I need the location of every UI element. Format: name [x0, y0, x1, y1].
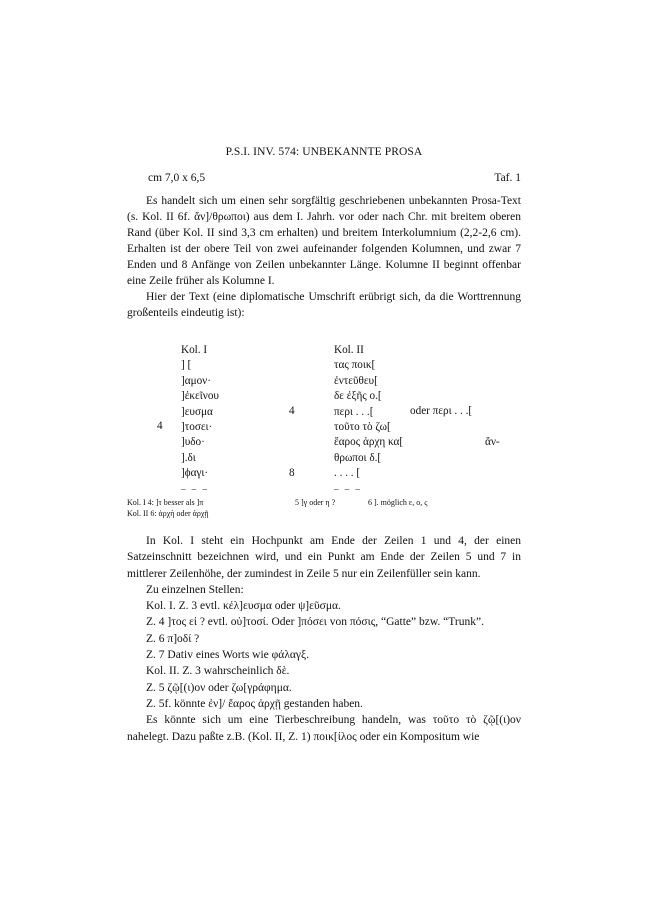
column-1-line: ]ευσμα	[181, 405, 213, 418]
apparatus-note: 6 ]. möglich ε, ο, ς	[368, 498, 428, 507]
intro-paragraph-2: Hier der Text (eine diplomatische Umschrift erübrigt sich, da die Worttrennung großenteils eindeutig ist):	[127, 291, 521, 319]
page-title: P.S.I. INV. 574: UNBEKANNTE PROSA	[225, 146, 423, 158]
commentary	[127, 533, 521, 745]
intro-text	[127, 193, 521, 321]
commentary-note: Z. 5 ζῷ[(ι)ον oder ζω[γράφημα.	[146, 681, 292, 694]
column-1-line: ]ἐκεῖνου	[181, 390, 219, 403]
commentary-note: Z. 7 Dativ eines Worts wie φάλαγξ.	[146, 649, 310, 662]
column-2	[334, 343, 403, 497]
commentary-paragraph: Es könnte sich um eine Tierbeschreibung handeln, was τοῦτο τὸ ζῷ[(ι)ον nahelegt. Dazu paßte z.B. (Kol. II, Z. 1) ποικ[ίλος oder ein Kompositum wie	[127, 714, 521, 743]
plate-reference: Taf. 1	[494, 172, 521, 184]
line-end-hyphen: ἄν-	[485, 436, 500, 448]
column-1-title: Kol. I	[181, 344, 208, 356]
apparatus-note: 5 ]γ oder η ?	[295, 498, 336, 507]
column-2-line-number: 8	[289, 467, 295, 479]
commentary-note: Kol. I. Z. 3 evtl. κέλ]ευσμα oder ψ]εῦσμα.	[146, 600, 341, 613]
papyrus-meta	[148, 172, 521, 184]
column-2-line: τας ποικ[	[334, 359, 376, 372]
commentary-note: Z. 6 π]οδί ?	[146, 632, 200, 645]
commentary-paragraph: In Kol. I steht ein Hochpunkt am Ende der Zeilen 1 und 4, der einen Satzeinschnitt bezeichnen wird, und ein Punkt am Ende der Zeilen 5 und 7 in mittlerer Zeilenhöhe, der zumindest in Zeile 5 nur ein Zeilenfüller sein kann.	[127, 535, 521, 580]
column-1-line-number: 4	[157, 420, 163, 432]
commentary-note: Kol. II. Z. 3 wahrscheinlich δὲ.	[146, 665, 290, 678]
column-2-title: Kol. II	[334, 344, 364, 356]
column-2-line: . . . . [	[334, 467, 361, 480]
column-1	[181, 343, 219, 497]
intro-paragraph-1: Es handelt sich um einen sehr sorgfältig geschriebenen unbekannten Prosa-Text (s. Kol. II 6f. ἄν]/θρωποι) aus dem I. Jahrh. vor oder nach Chr. mit breitem oberen Rand (über Kol. II sind 3,3 cm erhalten) und breitem Interkolumnium (2,2-2,6 cm). Erhalten ist der obere Teil von zwei aufeinander folgenden Kolumnen, und zwar 7 Enden und 8 Anfänge von Zeilen unbekannter Länge. Kolumne II beginnt offenbar eine Zeile früher als Kolumne I.	[127, 195, 521, 287]
commentary-note: Z. 4 ]τος εἰ ? evtl. οὐ]τοσί. Oder ]πόσει von πόσις, “Gatte” bzw. “Trunk”.	[146, 616, 484, 629]
column-1-line: ]αμον·	[181, 374, 211, 387]
column-1-line: ] [	[181, 359, 192, 372]
dimensions: cm 7,0 x 6,5	[148, 172, 206, 184]
column-1-line: ]υδο·	[181, 436, 205, 449]
column-1-end: – – –	[181, 483, 209, 494]
column-1-line: ]τοσει·	[181, 420, 213, 433]
column-2-line: θρωποι δ.[	[334, 451, 382, 464]
column-1-line: ]ϕαγι·	[181, 467, 209, 480]
column-2-line-number: 4	[289, 405, 295, 417]
column-2-line: περι . . .[	[334, 405, 374, 418]
variant-reading: oder περι . . .[	[410, 405, 473, 417]
column-2-line: τοῦτο τὸ ζω[	[334, 420, 391, 433]
commentary-heading: Zu einzelnen Stellen:	[146, 583, 244, 596]
commentary-note: Z. 5f. könnte ἐν]/ ἔαρος ἀρχῇ gestanden haben.	[146, 697, 363, 710]
column-2-line: ἐντεῦθευ[	[334, 374, 378, 387]
column-1-line: ].δι	[181, 451, 196, 464]
column-2-end: – – –	[334, 483, 362, 494]
apparatus-note: Kol. I 4: ]τ besser als ]π	[127, 498, 204, 507]
apparatus-note: Kol. II 6: ἀρχὴ oder ἀρχῇ	[127, 509, 209, 518]
column-2-line: δε ἐξῆς ο.[	[334, 390, 382, 403]
column-2-line: ἔαρος ἀρχη κα[	[334, 436, 404, 449]
apparatus-line	[127, 497, 428, 508]
